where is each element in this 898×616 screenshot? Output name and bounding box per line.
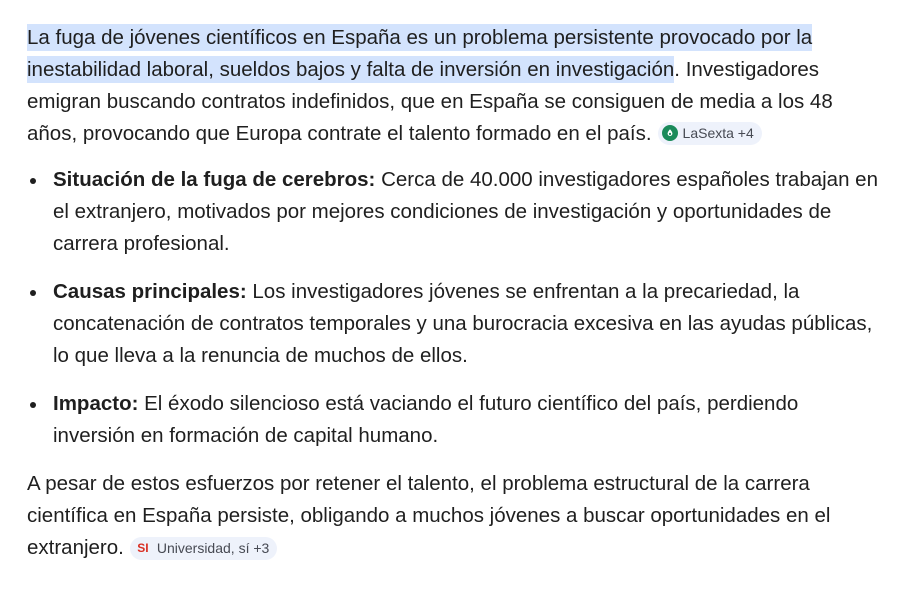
conclusion-paragraph xyxy=(27,468,878,564)
list-item xyxy=(27,276,878,372)
bullet-list xyxy=(27,164,878,452)
source-chip-lasexta[interactable] xyxy=(658,122,762,145)
bullet-text: El éxodo silencioso está vaciando el futuro científico del país, perdiendo inversión en formación de capital humano. xyxy=(53,392,799,447)
conclusion-text: A pesar de estos esfuerzos por retener el talento, el problema estructural de la carrera científica en España persiste, obligando a muchos jóvenes a buscar oportunidades en el extranjero. xyxy=(27,472,831,559)
intro-paragraph xyxy=(27,22,878,150)
bullet-text: Los investigadores jóvenes se enfrentan a la precariedad, la concatenación de contratos temporales y una burocracia excesiva en las ayudas públicas, lo que lleva a la renuncia de muchos de ellos. xyxy=(53,280,873,367)
highlighted-sentence[interactable]: La fuga de jóvenes científicos en España es un problema persistente provocado por la inestabilidad laboral, sueldos bajos y falta de inversión en investigación xyxy=(27,26,813,81)
source-chip-label: LaSexta +4 xyxy=(682,124,754,141)
source-chip-universidad-si[interactable] xyxy=(130,537,277,560)
intro-punctuation: . xyxy=(674,58,680,81)
bullet-text: Cerca de 40.000 investigadores españoles trabajan en el extranjero, motivados por mejores condiciones de investigación y oportunidades de carrera profesional. xyxy=(53,168,878,255)
list-item xyxy=(27,164,878,260)
bullet-title: Impacto: xyxy=(53,392,139,415)
bullet-title: Causas principales: xyxy=(53,280,247,303)
universidad-si-icon: SI xyxy=(137,541,149,555)
intro-text: Investigadores emigran buscando contratos indefinidos, que en España se consiguen de media a los 48 años, provocando que Europa contrate el talento formado en el país. xyxy=(27,58,833,145)
source-chip-label: Universidad, sí +3 xyxy=(156,540,270,556)
lasexta-icon xyxy=(662,125,678,141)
bullet-title: Situación de la fuga de cerebros: xyxy=(53,168,376,191)
list-item xyxy=(27,388,878,452)
